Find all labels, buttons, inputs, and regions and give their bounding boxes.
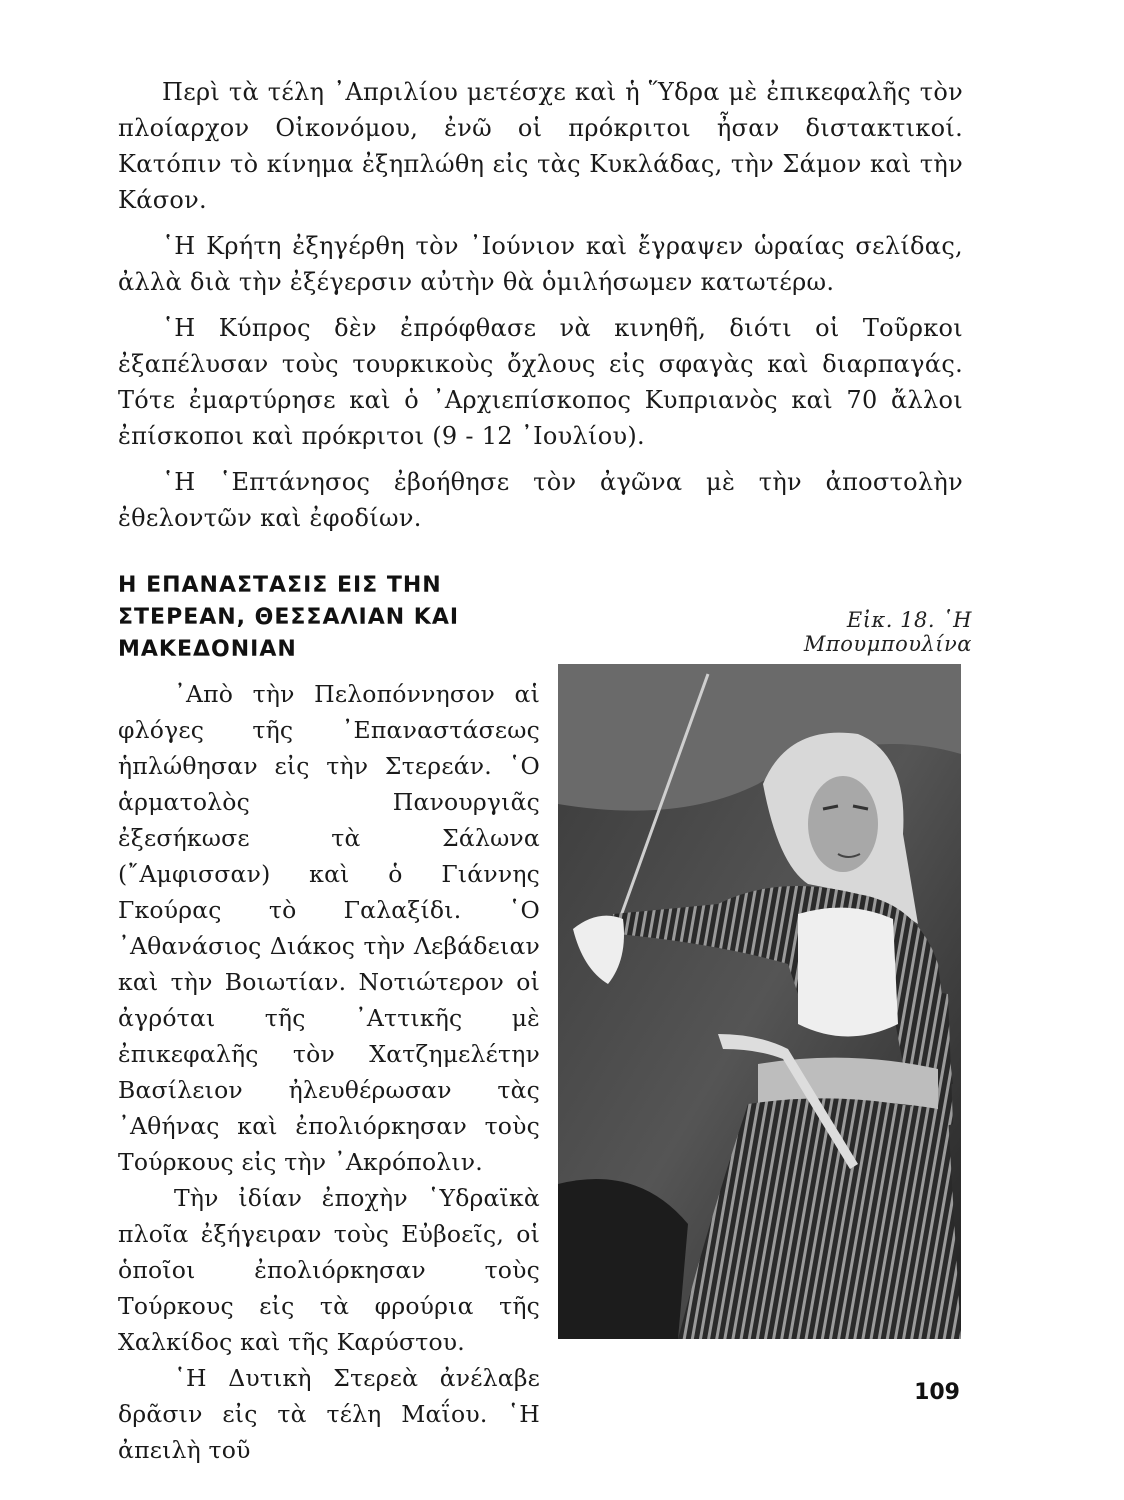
paragraph-heptanese: ῾Η ῾Επτάνησος ἐβοήθησε τὸν ἀγῶνα μὲ τὴν ἀποστολὴν ἐθελοντῶν καὶ ἐφοδίων. (118, 468, 963, 532)
section-heading: Η ΕΠΑΝΑΣΤΑΣΙΣ ΕΙΣ ΤΗΝ ΣΤΕΡΕΑΝ, ΘΕΣΣΑΛΙΑΝ ΚΑΙ ΜΑΚΕΔΟΝΙΑΝ (118, 573, 460, 662)
page-number: 109 (914, 1380, 960, 1405)
paragraph-cyprus: ῾Η Κύπρος δὲν ἐπρόφθασε νὰ κινηθῆ, διότι οἱ Τοῦρκοι ἐξαπέλυσαν τοὺς τουρκικοὺς ὄχλους εἰς σφαγὰς καὶ διαρπαγάς. Τότε ἐμαρτύρησε καὶ ὁ ᾿Αρχιεπίσκοπος Κυπριανὸς καὶ 70 ἄλλοι ἐπίσκοποι καὶ πρόκριτοι (9 - 12 ᾿Ιουλίου). (118, 314, 963, 450)
intro-text (118, 74, 963, 546)
figure-caption: Εἰκ. 18. ῾Η Μπουμπουλίνα (803, 608, 972, 656)
section-body (118, 676, 540, 1468)
paragraph-crete: ῾Η Κρήτη ἐξηγέρθη τὸν ᾿Ιούνιον καὶ ἔγραψεν ὡραίας σελίδας, ἀλλὰ διὰ τὴν ἐξέγερσιν αὐτὴν θὰ ὁμιλήσωμεν κατωτέρω. (118, 232, 963, 296)
portrait-illustration (558, 664, 961, 1339)
paragraph-euboea: Τὴν ἰδίαν ἐποχὴν ῾Υδραϊκὰ πλοῖα ἐξήγειραν τοὺς Εὐβοεῖς, οἱ ὁποῖοι ἐπολιόρκησαν τοὺς Τούρκους εἰς τὰ φρούρια τῆς Χαλκίδος καὶ τῆς Καρύστου. (118, 1184, 540, 1356)
paragraph-hydra: Περὶ τὰ τέλη ᾿Απριλίου μετέσχε καὶ ἡ Ὕδρα μὲ ἐπικεφαλῆς τὸν πλοίαρχον Οἰκονόμου, ἐνῶ οἱ πρόκριτοι ἦσαν διστακτικοί. Κατόπιν τὸ κίνημα ἐξηπλώθη εἰς τὰς Κυκλάδας, τὴν Σάμον καὶ τὴν Κάσον. (118, 78, 963, 214)
paragraph-sterea: ᾿Απὸ τὴν Πελοπόννησον αἱ φλόγες τῆς ᾿Επαναστάσεως ἡπλώθησαν εἰς τὴν Στερεάν. ῾Ο ἁρματολὸς Πανουργιᾶς ἐξεσήκωσε τὰ Σάλωνα (῎Αμφισσαν) καὶ ὁ Γιάννης Γκούρας τὸ Γαλαξίδι. ῾Ο ᾿Αθανάσιος Διάκος τὴν Λεβάδειαν καὶ τὴν Βοιωτίαν. Νοτιώτερον οἱ ἀγρόται τῆς ᾿Αττικῆς μὲ ἐπικεφαλῆς τὸν Χατζημελέτην Βασίλειον ἠλευθέρωσαν τὰς ᾿Αθήνας καὶ ἐπολιόρκησαν τοὺς Τούρκους εἰς τὴν ᾿Ακρόπολιν. (118, 680, 540, 1176)
paragraph-west-sterea: ῾Η Δυτικὴ Στερεὰ ἀνέλαβε δρᾶσιν εἰς τὰ τέλη Μαΐου. ῾Η ἀπειλὴ τοῦ (118, 1364, 540, 1464)
bouboulina-portrait (558, 664, 961, 1339)
